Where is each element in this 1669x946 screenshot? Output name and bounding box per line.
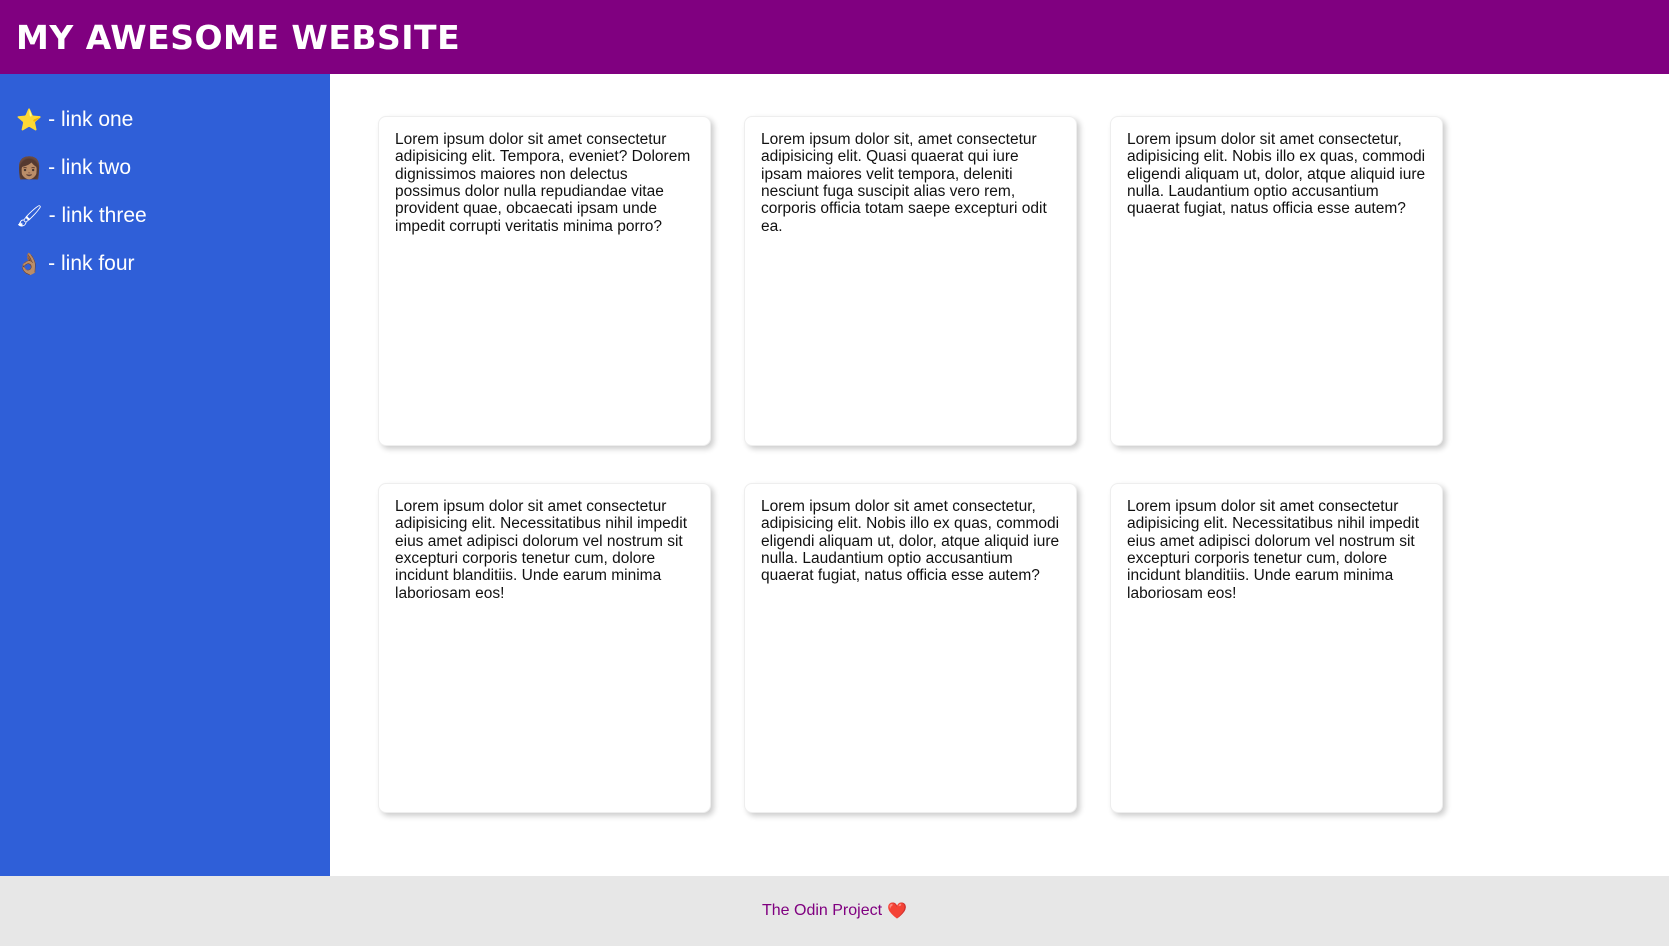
woman-icon: 👩🏽 xyxy=(16,156,43,180)
content-card xyxy=(1110,483,1443,813)
content-card xyxy=(1110,116,1443,446)
site-footer xyxy=(0,876,1669,946)
content-card xyxy=(378,483,711,813)
content-card xyxy=(378,116,711,446)
card-text: Lorem ipsum dolor sit amet consectetur, adipisicing elit. Nobis illo ex quas, commodi eligendi aliquam ut, dolor, atque aliquid iure nulla. Laudantium optio accusantium quaerat fugiat, natus officia esse autem? xyxy=(761,498,1060,585)
content-card xyxy=(744,483,1077,813)
sidebar-item-link-three[interactable] xyxy=(0,192,330,240)
sidebar-item-link-one[interactable] xyxy=(0,96,330,144)
page-title: MY AWESOME WEBSITE xyxy=(16,17,461,57)
star-icon: ⭐ xyxy=(16,108,43,132)
content-card xyxy=(744,116,1077,446)
card-text: Lorem ipsum dolor sit amet consectetur adipisicing elit. Tempora, eveniet? Dolorem dignissimos maiores non delectus possimus dolor nulla repudiandae vitae provident quae, obcaecati ipsam unde impedit corrupti veritatis minima porro? xyxy=(395,131,691,235)
sidebar-item-label: - link one xyxy=(48,108,134,131)
sidebar xyxy=(0,74,330,876)
card-text: Lorem ipsum dolor sit amet consectetur, adipisicing elit. Nobis illo ex quas, commodi eligendi aliquam ut, dolor, atque aliquid iure nulla. Laudantium optio accusantium quaerat fugiat, natus officia esse autem? xyxy=(1127,131,1426,218)
card-text: Lorem ipsum dolor sit amet consectetur adipisicing elit. Necessitatibus nihil impedit eius amet adipisci dolorum vel nostrum sit excepturi corporis tenetur cum, dolore incidunt blanditiis. Unde earum minima laboriosam eos! xyxy=(1127,498,1420,602)
footer-text: The Odin Project xyxy=(762,902,883,919)
site-header xyxy=(0,0,1669,74)
paintbrush-icon: 🖌 xyxy=(16,204,43,228)
card-text: Lorem ipsum dolor sit, amet consectetur adipisicing elit. Quasi quaerat qui iure ipsam maiores velit tempora, deleniti nesciunt fuga suscipit alias vero rem, corporis officia totam saepe excepturi odit ea. xyxy=(761,131,1047,235)
sidebar-item-link-two[interactable] xyxy=(0,144,330,192)
ok-hand-icon: 👌🏽 xyxy=(16,252,43,276)
sidebar-item-link-four[interactable] xyxy=(0,240,330,288)
card-text: Lorem ipsum dolor sit amet consectetur adipisicing elit. Necessitatibus nihil impedit eius amet adipisci dolorum vel nostrum sit excepturi corporis tenetur cum, dolore incidunt blanditiis. Unde earum minima laboriosam eos! xyxy=(395,498,688,602)
heart-icon: ❤️ xyxy=(887,903,907,920)
sidebar-item-label: - link two xyxy=(48,156,132,179)
sidebar-item-label: - link three xyxy=(48,204,147,227)
card-grid xyxy=(378,116,1669,813)
main-content xyxy=(330,74,1669,876)
sidebar-item-label: - link four xyxy=(48,252,135,275)
